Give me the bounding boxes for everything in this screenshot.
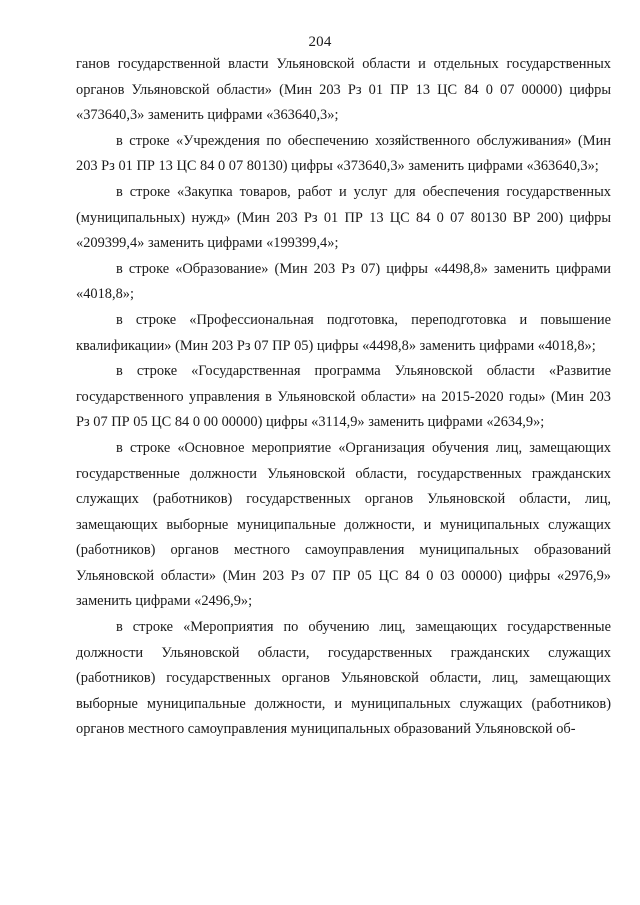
paragraph-continuation: ганов государственной власти Ульяновской области и отдельных государственных органов Ульяновской области» (Мин 203 Рз 01 ПР 13 ЦС 84 0 07 00000) цифры «373640,3» заменить цифрами «363640,3»; [76,56,611,124]
paragraph: в строке «Государственная программа Ульяновской области «Развитие государственного управления в Ульяновской области» на 2015-2020 годы» (Мин 203 Рз 07 ПР 05 ЦС 84 0 00 00000) цифры «3114,9» заменить цифрами «2634,9»; [76,363,611,431]
paragraph: в строке «Учреждения по обеспечению хозяйственного обслуживания» (Мин 203 Рз 01 ПР 13 ЦС 84 0 07 80130) цифры «373640,3» заменить цифрами «363640,3»; [76,132,611,175]
paragraph: в строке «Мероприятия по обучению лиц, замещающих государственные должности Ульяновской области, государственных гражданских служащих (работников) государственных органов Ульяновской области, лиц, замещающих выборные муниципальные должности, и муниципальных служащих (работников) органов местного самоуправления муниципальных образований Ульяновской об- [76,619,611,738]
paragraph: в строке «Профессиональная подготовка, переподготовка и повышение квалификации» (Мин 203 Рз 07 ПР 05) цифры «4498,8» заменить цифрами «4018,8»; [76,311,611,354]
paragraph: в строке «Образование» (Мин 203 Рз 07) цифры «4498,8» заменить цифрами «4018,8»; [76,260,611,303]
paragraph: в строке «Основное мероприятие «Организация обучения лиц, замещающих государственные должности Ульяновской области, государственных гражданских служащих (работников) государственных органов Ульяновской области, лиц, замещающих выборные муниципальные должности, и муниципальных служащих (работников) органов местного самоуправления муниципальных образований Ульяновской области» (Мин 203 Рз 07 ПР 05 ЦС 84 0 03 00000) цифры «2976,9» заменить цифрами «2496,9»; [76,439,611,610]
paragraph: в строке «Закупка товаров, работ и услуг для обеспечения государственных (муниципальных) нужд» (Мин 203 Рз 01 ПР 13 ЦС 84 0 07 80130 ВР 200) цифры «209399,4» заменить цифрами «199399,4»; [76,183,611,252]
document-body [76,52,611,743]
page-number: 204 [308,34,332,50]
